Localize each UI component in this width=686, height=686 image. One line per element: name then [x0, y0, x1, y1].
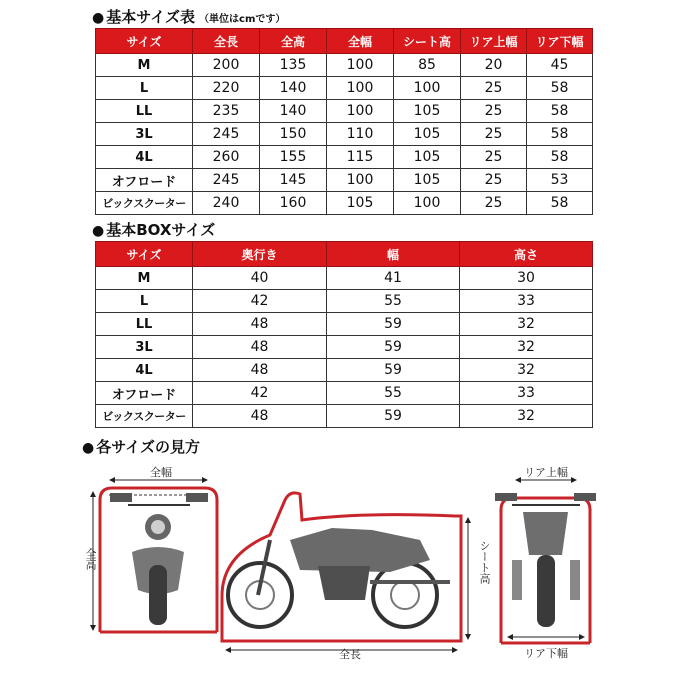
value-cell: 25	[461, 146, 527, 169]
value-cell: 25	[461, 192, 527, 215]
table-row	[96, 77, 593, 100]
value-cell: 135	[260, 54, 327, 77]
rear-top-label: リア上幅	[524, 466, 568, 479]
value-cell: 25	[461, 100, 527, 123]
column-header: サイズ	[96, 29, 193, 54]
value-cell: 155	[260, 146, 327, 169]
table-row	[96, 169, 593, 192]
size-table-heading	[92, 6, 285, 27]
value-cell: 30	[460, 267, 593, 290]
size-name-cell: オフロード	[96, 169, 193, 192]
rear-view-motorcycle	[495, 480, 596, 643]
size-name-cell: ビックスクーター	[96, 192, 193, 215]
diagram-title: 各サイズの見方	[96, 438, 201, 456]
value-cell: 105	[394, 123, 461, 146]
value-cell: 48	[193, 313, 327, 336]
size-name-cell: 4L	[96, 146, 193, 169]
value-cell: 160	[260, 192, 327, 215]
value-cell: 33	[460, 382, 593, 405]
value-cell: 48	[193, 336, 327, 359]
value-cell: 40	[193, 267, 327, 290]
table-row	[96, 54, 593, 77]
value-cell: 145	[260, 169, 327, 192]
value-cell: 25	[461, 123, 527, 146]
column-header: 幅	[327, 242, 460, 267]
column-header: 全高	[260, 29, 327, 54]
value-cell: 235	[193, 100, 260, 123]
value-cell: 245	[193, 123, 260, 146]
value-cell: 105	[327, 192, 394, 215]
value-cell: 105	[394, 100, 461, 123]
value-cell: 100	[327, 54, 394, 77]
table-row	[96, 313, 593, 336]
value-cell: 260	[193, 146, 260, 169]
value-cell: 59	[327, 359, 460, 382]
box-table-title: 基本BOXサイズ	[106, 221, 216, 239]
value-cell: 100	[327, 77, 394, 100]
table-row	[96, 123, 593, 146]
value-cell: 53	[527, 169, 593, 192]
value-cell: 42	[193, 382, 327, 405]
column-header: リア下幅	[527, 29, 593, 54]
value-cell: 42	[193, 290, 327, 313]
value-cell: 100	[327, 169, 394, 192]
column-header: サイズ	[96, 242, 193, 267]
box-table-heading	[92, 219, 215, 240]
column-header: シート高	[394, 29, 461, 54]
value-cell: 105	[394, 146, 461, 169]
unit-note: （単位はcmです）	[199, 14, 286, 25]
value-cell: 105	[394, 169, 461, 192]
size-name-cell: LL	[96, 313, 193, 336]
size-name-cell: 3L	[96, 336, 193, 359]
value-cell: 100	[327, 100, 394, 123]
column-header: 全幅	[327, 29, 394, 54]
bullet-icon: ●	[82, 440, 95, 456]
bullet-icon: ●	[92, 223, 105, 239]
table-row	[96, 405, 593, 428]
size-name-cell: M	[96, 54, 193, 77]
value-cell: 25	[461, 169, 527, 192]
value-cell: 55	[327, 290, 460, 313]
size-name-cell: LL	[96, 100, 193, 123]
value-cell: 59	[327, 405, 460, 428]
value-cell: 20	[461, 54, 527, 77]
value-cell: 58	[527, 100, 593, 123]
value-cell: 58	[527, 123, 593, 146]
bullet-icon: ●	[92, 10, 105, 26]
side-length-label: 全長	[339, 648, 361, 661]
value-cell: 32	[460, 359, 593, 382]
value-cell: 32	[460, 336, 593, 359]
front-view-motorcycle	[93, 480, 217, 632]
value-cell: 100	[394, 192, 461, 215]
side-seat-label: シート高	[478, 540, 491, 584]
value-cell: 110	[327, 123, 394, 146]
value-cell: 58	[527, 77, 593, 100]
table-row	[96, 359, 593, 382]
value-cell: 115	[327, 146, 394, 169]
value-cell: 150	[260, 123, 327, 146]
table-row	[96, 192, 593, 215]
rear-bottom-label: リア下幅	[524, 647, 568, 660]
value-cell: 48	[193, 405, 327, 428]
size-table-header-row	[96, 29, 593, 54]
column-header: 奥行き	[193, 242, 327, 267]
value-cell: 140	[260, 100, 327, 123]
value-cell: 45	[527, 54, 593, 77]
size-table	[95, 28, 593, 215]
table-row	[96, 382, 593, 405]
table-row	[96, 100, 593, 123]
value-cell: 140	[260, 77, 327, 100]
column-header: 全長	[193, 29, 260, 54]
value-cell: 58	[527, 146, 593, 169]
box-table-header-row	[96, 242, 593, 267]
value-cell: 32	[460, 313, 593, 336]
value-cell: 85	[394, 54, 461, 77]
table-row	[96, 267, 593, 290]
size-name-cell: オフロード	[96, 382, 193, 405]
value-cell: 55	[327, 382, 460, 405]
table-row	[96, 336, 593, 359]
table-row	[96, 290, 593, 313]
value-cell: 200	[193, 54, 260, 77]
value-cell: 59	[327, 313, 460, 336]
front-height-label: 全高	[84, 548, 97, 570]
size-name-cell: ビックスクーター	[96, 405, 193, 428]
value-cell: 25	[461, 77, 527, 100]
value-cell: 245	[193, 169, 260, 192]
size-name-cell: 3L	[96, 123, 193, 146]
column-header: リア上幅	[461, 29, 527, 54]
size-name-cell: L	[96, 77, 193, 100]
diagram-heading	[82, 436, 200, 457]
value-cell: 32	[460, 405, 593, 428]
value-cell: 41	[327, 267, 460, 290]
box-table	[95, 241, 593, 428]
value-cell: 220	[193, 77, 260, 100]
value-cell: 58	[527, 192, 593, 215]
column-header: 高さ	[460, 242, 593, 267]
value-cell: 59	[327, 336, 460, 359]
size-table-title: 基本サイズ表	[106, 8, 196, 26]
side-view-motorcycle	[222, 493, 468, 650]
size-name-cell: M	[96, 267, 193, 290]
value-cell: 240	[193, 192, 260, 215]
value-cell: 48	[193, 359, 327, 382]
value-cell: 33	[460, 290, 593, 313]
front-width-label: 全幅	[150, 466, 172, 479]
size-name-cell: L	[96, 290, 193, 313]
size-name-cell: 4L	[96, 359, 193, 382]
value-cell: 100	[394, 77, 461, 100]
table-row	[96, 146, 593, 169]
